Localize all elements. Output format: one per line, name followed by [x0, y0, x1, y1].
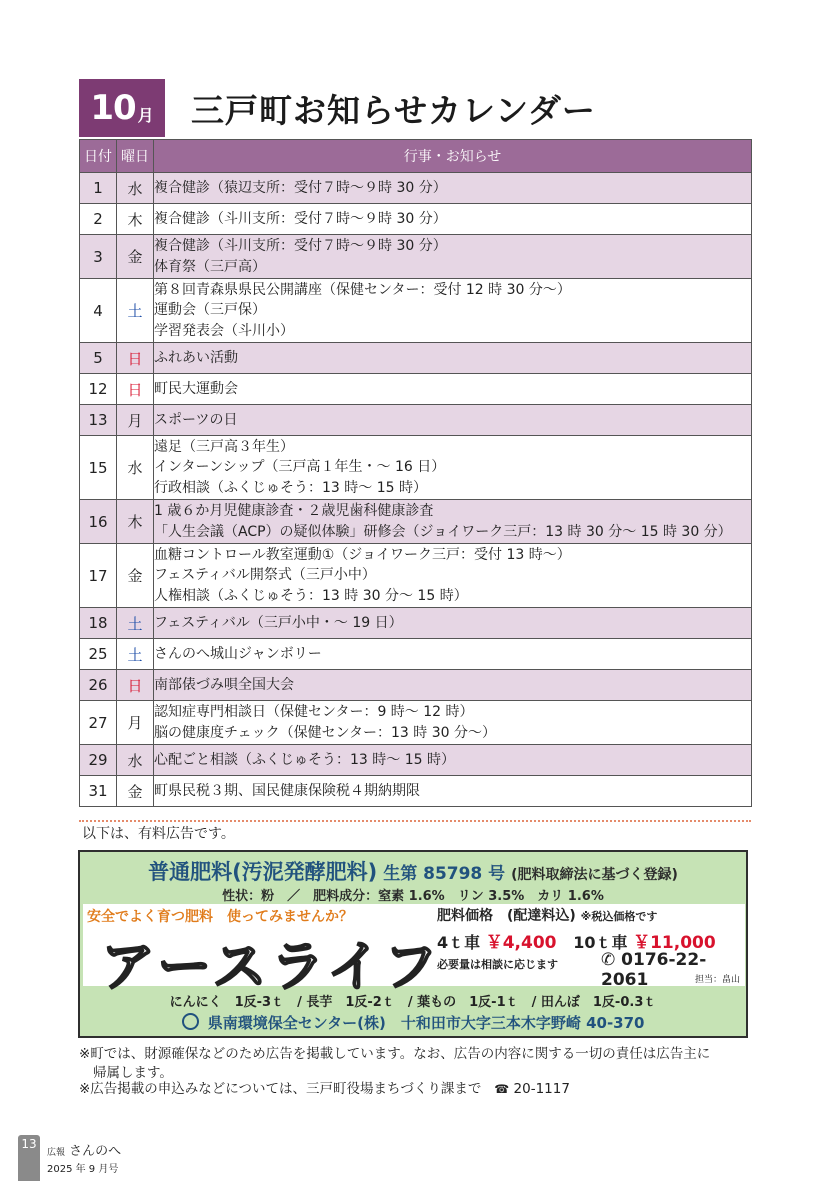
phone-icon: ✆	[601, 950, 616, 970]
ad-registration-note: (肥料取締法に基づく登録)	[511, 867, 678, 883]
row-weekday: 日	[117, 670, 154, 701]
table-row	[80, 374, 752, 405]
ad-disclaimer-line-2: 帰属します。	[93, 1065, 173, 1081]
ad-price-box	[433, 904, 745, 990]
event-item: フェスティバル開祭式（三戸小中）	[154, 567, 376, 584]
event-item: 町県民税３期、国民健康保険税４期納期限	[154, 782, 420, 799]
row-date: 31	[80, 776, 117, 807]
row-events	[154, 436, 752, 500]
month-badge	[79, 79, 165, 137]
ad-price-10t: ￥11,000	[633, 933, 716, 953]
event-item: 行政相談（ふくじゅそう：13 時～ 15 時）	[154, 479, 427, 496]
footer-label-small: 広報	[47, 1148, 66, 1158]
event-item: ふれあい活動	[154, 349, 238, 366]
event-item: 体育祭（三戸高）	[154, 258, 266, 275]
ad-staff: 担当：畠山	[695, 975, 741, 985]
company-logo-icon	[182, 1013, 199, 1030]
row-events	[154, 405, 752, 436]
row-weekday: 日	[117, 374, 154, 405]
ad-contact-phone: 20-1117	[513, 1081, 570, 1097]
event-item: 運動会（三戸保）	[154, 302, 266, 319]
event-item: 複合健診（斗川支所：受付７時～９時 30 分）	[154, 238, 447, 254]
ad-truck-10t: 10ｔ車	[573, 933, 628, 952]
footer-publication	[47, 1140, 121, 1159]
ad-price-4t: ￥4,400	[485, 933, 557, 953]
event-item: スポーツの日	[154, 411, 238, 428]
row-date: 27	[80, 701, 117, 745]
table-row	[80, 701, 752, 745]
row-events	[154, 279, 752, 343]
table-row	[80, 745, 752, 776]
paid-ad-notice: 以下は、有料広告です。	[82, 826, 235, 842]
ad-tax-note: ※税込価格です	[580, 910, 658, 923]
row-weekday: 金	[117, 235, 154, 279]
row-weekday: 水	[117, 745, 154, 776]
ad-contact-note	[79, 1080, 759, 1099]
table-row	[80, 776, 752, 807]
calendar-body	[80, 173, 752, 807]
table-row	[80, 608, 752, 639]
table-row	[80, 343, 752, 374]
event-item: 遠足（三戸高３年生）	[154, 438, 294, 455]
table-row	[80, 544, 752, 608]
row-events	[154, 500, 752, 544]
event-item: 認知症専門相談日（保健センター：9 時～ 12 時）	[154, 704, 474, 720]
row-weekday: 木	[117, 500, 154, 544]
event-item: 血糖コントロール教室運動①（ジョイワーク三戸：受付 13 時～）	[154, 546, 571, 563]
row-events	[154, 204, 752, 235]
row-weekday: 土	[117, 279, 154, 343]
row-date: 25	[80, 639, 117, 670]
column-header-date: 日付	[80, 140, 117, 173]
ad-crop-rates: にんにく 1反-3ｔ / 長芋 1反-2ｔ / 葉もの 1反-1ｔ / 田んぼ 1反-0.3ｔ	[169, 995, 657, 1010]
ad-disclaimer-line-1: ※町では、財源確保などのため広告を掲載しています。なお、広告の内容に関する一切の責任は広告主に	[79, 1046, 711, 1062]
dotted-divider	[79, 820, 751, 822]
row-weekday: 金	[117, 544, 154, 608]
row-date: 16	[80, 500, 117, 544]
row-events	[154, 374, 752, 405]
row-events	[154, 670, 752, 701]
row-date: 29	[80, 745, 117, 776]
event-item: 複合健診（斗川支所：受付７時～９時 30 分）	[154, 210, 447, 227]
event-item: 心配ごと相談（ふくじゅそう：13 時～ 15 時）	[154, 751, 455, 768]
table-row	[80, 500, 752, 544]
event-item: 1 歳６か月児健康診査・２歳児歯科健康診査	[154, 503, 434, 519]
ad-price-title	[437, 905, 657, 925]
table-row	[80, 279, 752, 343]
row-date: 5	[80, 343, 117, 374]
ad-registration-number: 生第 85798 号	[383, 864, 506, 884]
ad-truck-4t: 4ｔ車	[437, 933, 481, 952]
ad-main-panel	[83, 904, 745, 998]
row-weekday: 木	[117, 204, 154, 235]
month-number: 10	[90, 88, 136, 128]
row-events	[154, 173, 752, 204]
row-date: 26	[80, 670, 117, 701]
column-header-weekday: 曜日	[117, 140, 154, 173]
footer-label: さんのへ	[69, 1144, 122, 1159]
event-item: 脳の健康度チェック（保健センター：13 時 30 分～）	[154, 724, 496, 741]
ad-consult-note: 必要量は相談に応じます	[437, 958, 558, 971]
row-date: 12	[80, 374, 117, 405]
row-date: 3	[80, 235, 117, 279]
row-events	[154, 776, 752, 807]
row-date: 4	[80, 279, 117, 343]
column-header-events: 行事・お知らせ	[154, 140, 752, 173]
page-number: 13	[18, 1135, 40, 1181]
event-item: 学習発表会（斗川小）	[154, 322, 294, 339]
ad-company	[80, 1012, 746, 1033]
event-item: フェスティバル（三戸小中・～ 19 日）	[154, 614, 403, 631]
telephone-icon: ☎	[494, 1082, 510, 1096]
row-date: 15	[80, 436, 117, 500]
row-events	[154, 544, 752, 608]
table-row	[80, 173, 752, 204]
ad-title-line	[80, 856, 746, 886]
table-header-row	[80, 140, 752, 173]
ad-phone-number: 0176-22-2061	[601, 950, 707, 990]
event-item: 南部俵づみ唄全国大会	[154, 676, 294, 693]
table-row	[80, 639, 752, 670]
row-date: 13	[80, 405, 117, 436]
row-date: 17	[80, 544, 117, 608]
row-weekday: 土	[117, 639, 154, 670]
row-events	[154, 639, 752, 670]
month-unit: 月	[137, 105, 154, 125]
table-row	[80, 204, 752, 235]
footer-issue: 2025 年 9 月号	[47, 1164, 119, 1175]
fertilizer-advertisement	[78, 850, 748, 1038]
ad-contact-text: ※広告掲載の申込みなどについては、三戸町役場まちづくり課まで	[79, 1081, 482, 1097]
event-item: さんのへ城山ジャンボリー	[154, 645, 322, 662]
table-row	[80, 436, 752, 500]
row-events	[154, 343, 752, 374]
row-weekday: 土	[117, 608, 154, 639]
row-weekday: 日	[117, 343, 154, 374]
row-events	[154, 235, 752, 279]
row-events	[154, 745, 752, 776]
event-item: 人権相談（ふくじゅそう：13 時 30 分～ 15 時）	[154, 587, 468, 604]
ad-disclaimer	[79, 1045, 759, 1083]
event-item: 複合健診（猿辺支所：受付７時～９時 30 分）	[154, 179, 447, 196]
calendar-header	[79, 79, 751, 137]
table-row	[80, 235, 752, 279]
event-item: 「人生会議（ACP）の疑似体験」研修会（ジョイワーク三戸：13 時 30 分～ 15 時 30 分）	[154, 523, 732, 540]
page-title: 三戸町お知らせカレンダー	[191, 91, 596, 130]
ad-price-label: 肥料価格 (配達料込)	[437, 908, 576, 924]
row-weekday: 月	[117, 701, 154, 745]
ad-company-text: 県南環境保全センター(株) 十和田市大字三本木字野崎 40-370	[207, 1014, 645, 1032]
ad-tagline: 安全でよく育つ肥料 使ってみませんか？	[87, 909, 353, 925]
row-events	[154, 701, 752, 745]
row-date: 2	[80, 204, 117, 235]
row-weekday: 月	[117, 405, 154, 436]
event-calendar-table	[79, 139, 752, 807]
event-item: インターンシップ（三戸高１年生・～ 16 日）	[154, 459, 446, 476]
table-row	[80, 405, 752, 436]
event-item: 第８回青森県県民公開講座（保健センター：受付 12 時 30 分～）	[154, 281, 571, 298]
ad-product-title: 普通肥料(汚泥発酵肥料)	[148, 860, 378, 884]
event-item: 町民大運動会	[154, 380, 238, 397]
ad-brand-name: アースライフ	[101, 935, 442, 998]
ad-properties: 性状：粉 ／ 肥料成分：窒素 1.6% リン 3.5% カリ 1.6%	[222, 889, 604, 904]
row-weekday: 水	[117, 436, 154, 500]
row-date: 1	[80, 173, 117, 204]
row-weekday: 水	[117, 173, 154, 204]
footer	[47, 1140, 121, 1175]
row-events	[154, 608, 752, 639]
row-date: 18	[80, 608, 117, 639]
table-row	[80, 670, 752, 701]
row-weekday: 金	[117, 776, 154, 807]
